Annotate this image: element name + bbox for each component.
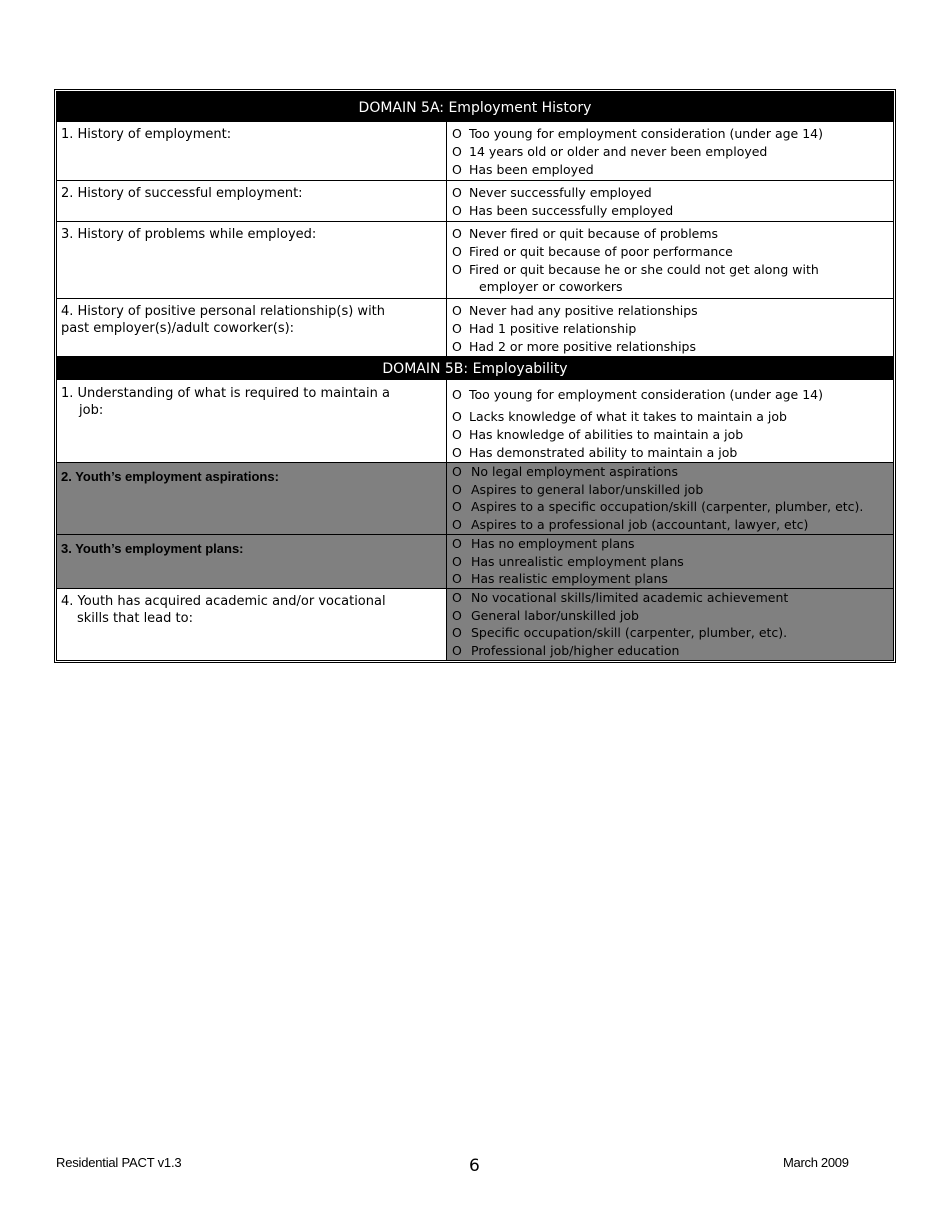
option-continuation: employer or coworkers — [479, 279, 623, 294]
radio-option[interactable]: O Never had any positive relationships — [452, 303, 698, 318]
radio-option[interactable]: O Had 2 or more positive relationships — [452, 339, 696, 354]
footer-date: March 2009 — [783, 1155, 849, 1170]
options — [447, 122, 893, 180]
radio-option[interactable]: O Too young for employment consideration (under age 14) — [452, 387, 823, 402]
radio-option[interactable]: O Has unrealistic employment plans — [452, 553, 684, 569]
radio-option[interactable]: O Has knowledge of abilities to maintain a job — [452, 427, 744, 442]
radio-option[interactable]: O Has been successfully employed — [452, 203, 674, 218]
radio-option[interactable]: O Fired or quit because he or she could not get along with — [452, 262, 819, 277]
question: 4. History of positive personal relationship(s) with past employer(s)/adult coworker(s): — [57, 299, 447, 356]
options — [447, 589, 893, 660]
item-5a-2 — [57, 181, 893, 222]
radio-option[interactable]: O 14 years old or older and never been employed — [452, 144, 768, 159]
form-inner — [56, 91, 894, 661]
radio-option[interactable]: O Has been employed — [452, 162, 594, 177]
radio-option[interactable]: O Never successfully employed — [452, 185, 652, 200]
radio-option[interactable]: O Has no employment plans — [452, 536, 635, 551]
item-5a-3 — [57, 222, 893, 299]
item-5a-1 — [57, 122, 893, 181]
question: 3. Youth’s employment plans: — [57, 535, 447, 588]
question: 3. History of problems while employed: — [57, 222, 447, 298]
radio-option[interactable]: O General labor/unskilled job — [452, 607, 639, 623]
options — [447, 299, 893, 356]
radio-option[interactable]: O Had 1 positive relationship — [452, 321, 637, 336]
radio-option[interactable]: O Aspires to a professional job (accountant, lawyer, etc) — [452, 517, 809, 533]
radio-option[interactable]: O No vocational skills/limited academic achievement — [452, 590, 789, 605]
radio-option[interactable]: O Aspires to a specific occupation/skill (carpenter, plumber, etc). — [452, 499, 864, 515]
question: 1. History of employment: — [57, 122, 447, 180]
radio-option[interactable]: O Never fired or quit because of problems — [452, 226, 719, 241]
radio-option[interactable]: O Has realistic employment plans — [452, 571, 668, 587]
options — [447, 222, 893, 298]
item-5b-1 — [57, 380, 893, 463]
radio-option[interactable]: O Lacks knowledge of what it takes to maintain a job — [452, 409, 787, 424]
domain-5a-header: DOMAIN 5A: Employment History — [57, 92, 893, 122]
question: 1. Understanding of what is required to maintain a job: — [57, 380, 447, 462]
radio-option[interactable]: O Professional job/higher education — [452, 643, 680, 659]
options — [447, 535, 893, 588]
domain-5b-header: DOMAIN 5B: Employability — [57, 356, 893, 380]
radio-option[interactable]: O Too young for employment consideration (under age 14) — [452, 126, 823, 141]
options — [447, 181, 893, 221]
item-5b-2 — [57, 463, 893, 535]
radio-option[interactable]: O Has demonstrated ability to maintain a job — [452, 445, 738, 460]
radio-option[interactable]: O No legal employment aspirations — [452, 464, 678, 479]
question: 2. Youth’s employment aspirations: — [57, 463, 447, 534]
radio-option[interactable]: O Specific occupation/skill (carpenter, plumber, etc). — [452, 625, 788, 641]
options — [447, 463, 893, 534]
item-5b-4 — [57, 589, 893, 660]
assessment-form — [54, 89, 896, 663]
footer-page-number: 6 — [469, 1156, 480, 1176]
options — [447, 380, 893, 462]
question: 4. Youth has acquired academic and/or vocational skills that lead to: — [57, 589, 447, 660]
radio-option[interactable]: O Aspires to general labor/unskilled job — [452, 481, 704, 497]
item-5b-3 — [57, 535, 893, 589]
footer-doc-version: Residential PACT v1.3 — [56, 1155, 182, 1170]
question: 2. History of successful employment: — [57, 181, 447, 221]
item-5a-4 — [57, 299, 893, 356]
radio-option[interactable]: O Fired or quit because of poor performance — [452, 244, 733, 259]
